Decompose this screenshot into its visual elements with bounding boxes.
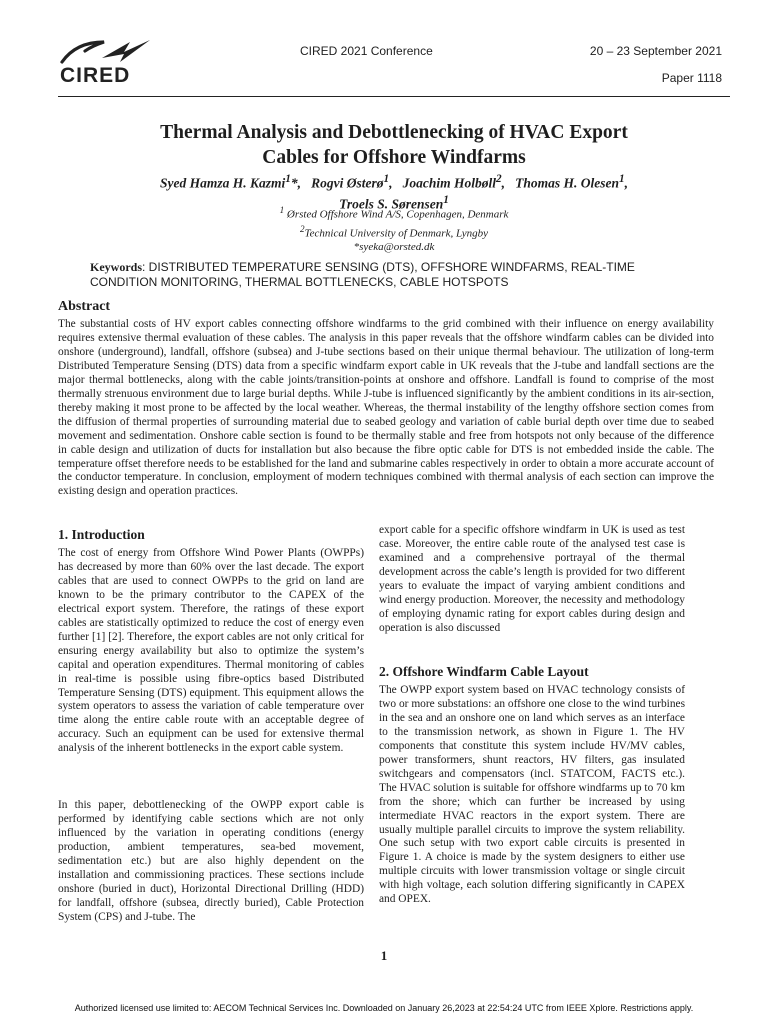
author-2: Rogvi Østerø — [311, 175, 384, 191]
conference-dates: 20 – 23 September 2021 — [589, 44, 722, 58]
cired-logo — [58, 38, 153, 86]
logo-swoosh — [62, 42, 104, 62]
affiliation-1: $^1$ Ørsted Offshore Wind A/S, Copenhagen, Denmark — [279, 205, 509, 221]
author-line-2: Troels S. Sørensen$^1$ — [339, 193, 449, 211]
author-email: *syeka@orsted.dk — [353, 241, 435, 254]
logo-wing-1 — [102, 40, 150, 62]
conference-name: CIRED 2021 Conference — [300, 44, 433, 58]
author-4: Thomas H. Olesen — [515, 175, 620, 191]
layout-paragraph-1: The OWPP export system based on HVAC technology consists of two or more substations: an offshore one close to the wind turbines in the sea and an onshore one on land which serves as an interface to the transmission network, as shown in Figure 1. The HV components that constitute this system include HV/MV cables, power transformers, shunt reactors, HV filters, gas insulated switchgears and compensators (incl. STATCOM, FACTS etc.). The HVAC solution is suitable for offshore windfarms up to 70 km from the shore; which can further be increased by using intermediate HVAC reactors in the export system. There are usually multiple parallel circuits to improve the system reliability. One such setup with two export cable circuits is presented in Figure 1. A choice is made by the system designers to either use multiple circuits with lower transmission voltage or single circuit with high voltage, each solution differing significantly in CAPEX and OPEX. — [379, 684, 685, 906]
introduction-heading: 1. Introduction — [58, 527, 145, 542]
affiliation-2: $^2$Technical University of Denmark, Lyngby — [299, 223, 489, 240]
abstract-heading: Abstract — [58, 299, 111, 314]
paper-title — [58, 120, 730, 170]
introduction-paragraph-1: The cost of energy from Offshore Wind Power Plants (OWPPs) has decreased by more than 60% over the last decade. The export cables that are used to connect OWPPs to the grid on land are known to be the primary contributor to the CAPEX of the electrical export system. Therefore, the ratings of these export cables are statistically optimized to reduce the cost of energy even further [1] [2]. Therefore, the export cables are not only critical for ensuring energy availability but also to optimize the system’s capital and operation expenditures. Thermal monitoring of cables in real-time is possible using fibre-optics based Distributed Temperature Sensing (DTS) equipment. This equipment allows the system operators to assess the variation of cable temperature over time along the entire cable route with an acceptable degree of accuracy. Such an equipment can be used for extensive thermal analysis of the inherent bottlenecks in the export cable system. — [58, 547, 364, 755]
layout-heading: 2. Offshore Windfarm Cable Layout — [379, 664, 589, 679]
keywords-text: : DISTRIBUTED TEMPERATURE SENSING (DTS), OFFSHORE WINDFARMS, REAL-TIME CONDITION MONITORING, THERMAL BOTTLENECKS, CABLE HOTSPOTS — [90, 260, 635, 289]
title-line-2: Cables for Offshore Windfarms — [262, 147, 526, 168]
page-number: 1 — [380, 948, 388, 963]
paper-number: Paper 1118 — [661, 71, 722, 85]
keywords-label: Keywords — [90, 260, 142, 274]
author-1: Syed Hamza H. Kazmi — [159, 175, 286, 191]
author-5: Troels S. Sørensen — [339, 196, 444, 211]
title-line-1: Thermal Analysis and Debottlenecking of HVAC Export — [160, 122, 628, 143]
affiliations — [58, 203, 730, 254]
header-rule — [58, 96, 730, 97]
license-footer: Authorized licensed use limited to: AECOM Technical Services Inc. Downloaded on January 26,2023 at 22:54:24 UTC from IEEE Xplore. Restrictions apply. — [74, 1003, 694, 1013]
keywords — [90, 260, 700, 290]
logo-text: CIRED — [60, 64, 131, 86]
introduction-paragraph-3: export cable for a specific offshore windfarm in UK is used as test case. Moreover, the entire cable route of the analysed test case is examined and a comprehensive portrayal of the thermal development across the cable’s length is provided for two different years to evaluate the impact of varying ambient conditions and wind energy production. Moreover, the necessity and methodology of employing dynamic rating for export cables during design and operation is also discussed — [379, 524, 685, 634]
abstract-body: The substantial costs of HV export cables connecting offshore windfarms to the grid combined with their influence on energy availability requires extensive thermal evaluation of these cables. The analysis in this paper reveals that the offshore windfarm cables can be divided into onshore (underground), landfall, offshore (subsea) and J-tube sections based on their unique thermal behaviour. The utilization of long-term Distributed Temperature Sensing (DTS) data from a specific windfarm export cable in UK reveals that the J-tube and landfall sections are the major thermal bottlenecks, along with the cable joints/transition-points at onshore and offshore. Landfall is found to comprise of the most thermally strenuous environment due to large burial depths. While J-tube is influenced significantly by the ambient conditions in its air-section, thereby making it most prone to be affected by the local weather. Whereas, the thermal instability of the lengthy offshore section comes from the diffusion of thermal properties of surrounding material due to seabed geology and variation of cable burial depth over time due to seabed movement and sedimentation. Onshore cable section is found to be thermally stable and free from hotspots not only because of the difference in cable design and utilization of ducts for installation but also because the fibre optic cable for DTS is not embedded inside the cable. The temperature offset therefore needs to be established for the land and submarine cables respectively in order to obtain a more accurate account of the conductor temperature. In conclusion, employment of modern techniques combined with thermal analysis of each section can improve the existing design and operation practices. — [58, 318, 714, 498]
author-3: Joachim Holbøll — [402, 175, 496, 191]
introduction-paragraph-2: In this paper, debottlenecking of the OWPP export cable is performed by identifying cable sections which are not only influenced by the variation in operating conditions (energy production, ambient temperatures, sea-bed movement, sedimentation etc.) but are also highly dependent on the installation and commissioning practices. These sections include onshore (buried in duct), Horizontal Directional Drilling (HDD) for landfall, offshore (subsea, directly buried), Cable Protection System (CPS) and J-tube. The — [58, 799, 364, 923]
author-line-1: Syed Hamza H. Kazmi$^1$*, Rogvi Østerø$^1$, Joachim Holbøll$^2$, Thomas H. Olesen$^1$, — [159, 173, 629, 191]
